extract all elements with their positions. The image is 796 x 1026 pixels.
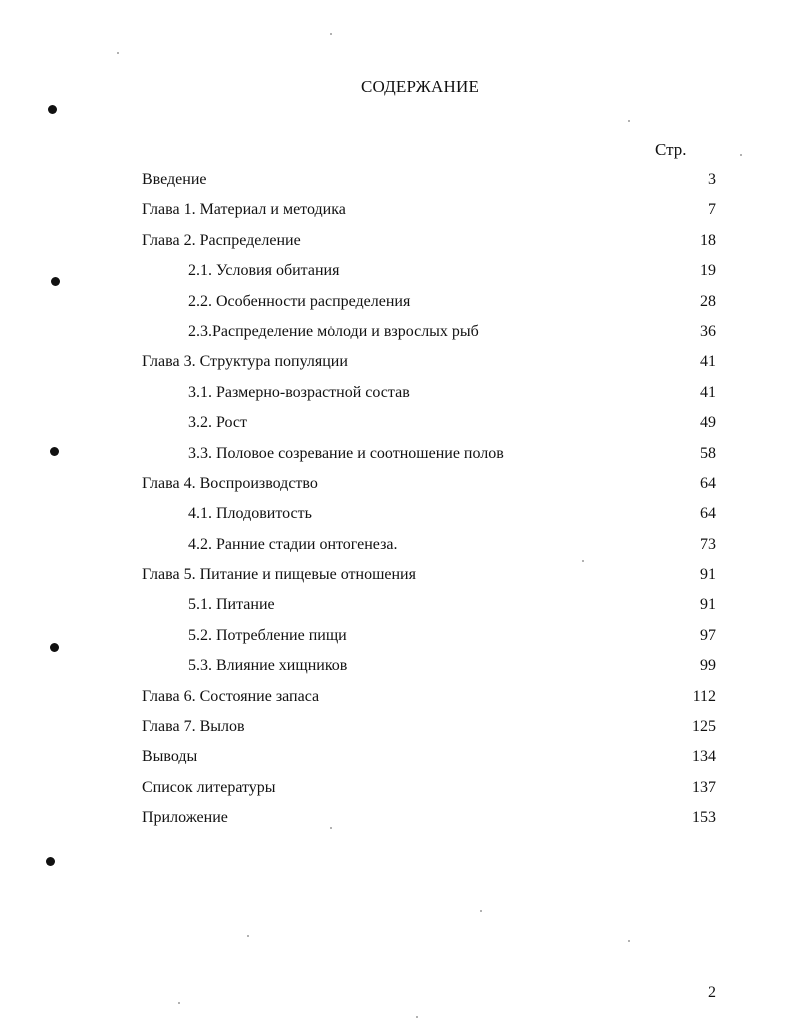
toc-entry-page: 18 <box>700 231 716 249</box>
scan-speck <box>178 1002 180 1004</box>
toc-chapter-entry <box>142 200 716 230</box>
toc-entry-label: 2.3.Распределение молоди и взрослых рыб <box>188 322 479 340</box>
toc-chapter-entry <box>142 747 716 777</box>
toc-entry-page: 64 <box>700 474 716 492</box>
toc-subsection-entry <box>142 504 716 534</box>
toc-entry-page: 64 <box>700 505 716 523</box>
toc-entry-label: 5.2. Потребление пищи <box>188 626 347 644</box>
toc-subsection-entry <box>142 626 716 656</box>
toc-subsection-entry <box>142 656 716 686</box>
toc-entry-page: 73 <box>700 535 716 553</box>
toc-entry-page: 112 <box>692 687 716 705</box>
table-of-contents <box>142 170 716 839</box>
toc-entry-label: Список литературы <box>142 778 276 796</box>
toc-entry-label: 3.1. Размерно-возрастной состав <box>188 383 410 401</box>
toc-entry-label: 2.2. Особенности распределения <box>188 292 411 310</box>
toc-entry-label: Глава 4. Воспроизводство <box>142 474 318 492</box>
toc-chapter-entry <box>142 170 716 200</box>
toc-entry-label: Глава 7. Вылов <box>142 718 245 736</box>
toc-subsection-entry <box>142 535 716 565</box>
toc-entry-label: Введение <box>142 171 207 188</box>
toc-chapter-entry <box>142 808 716 838</box>
toc-subsection-entry <box>142 413 716 443</box>
binding-hole-mark <box>48 105 57 114</box>
scan-speck <box>117 52 119 54</box>
page-column-label: Стр. <box>655 140 687 159</box>
toc-entry-page: 125 <box>692 718 716 736</box>
toc-chapter-entry <box>142 474 716 504</box>
document-title: СОДЕРЖАНИЕ <box>360 77 480 96</box>
toc-subsection-entry <box>142 444 716 474</box>
toc-entry-page: 41 <box>700 353 716 371</box>
toc-subsection-entry <box>142 322 716 352</box>
toc-chapter-entry <box>142 778 716 808</box>
toc-subsection-entry <box>142 292 716 322</box>
toc-entry-page: 99 <box>700 657 716 675</box>
toc-entry-page: 3 <box>708 171 716 188</box>
toc-entry-page: 91 <box>700 596 716 614</box>
toc-entry-page: 153 <box>692 809 716 827</box>
toc-subsection-entry <box>142 383 716 413</box>
toc-entry-label: Приложение <box>142 809 228 827</box>
binding-hole-mark <box>46 857 55 866</box>
scan-speck <box>330 33 332 35</box>
page-number: 2 <box>708 984 716 1001</box>
toc-entry-label: 4.2. Ранние стадии онтогенеза. <box>188 535 398 553</box>
toc-entry-page: 137 <box>692 778 716 796</box>
scan-speck <box>628 120 630 122</box>
toc-chapter-entry <box>142 565 716 595</box>
toc-entry-page: 36 <box>700 322 716 340</box>
binding-hole-mark <box>50 643 59 652</box>
toc-subsection-entry <box>142 595 716 625</box>
toc-entry-label: 5.1. Питание <box>188 596 275 614</box>
toc-chapter-entry <box>142 231 716 261</box>
toc-entry-page: 58 <box>700 444 716 462</box>
scan-speck <box>480 910 482 912</box>
toc-entry-page: 91 <box>700 566 716 584</box>
toc-entry-label: Глава 2. Распределение <box>142 231 301 249</box>
toc-entry-label: Глава 3. Структура популяции <box>142 353 348 371</box>
toc-entry-label: Глава 1. Материал и методика <box>142 201 346 219</box>
toc-entry-label: 4.1. Плодовитость <box>188 505 312 523</box>
toc-chapter-entry <box>142 352 716 382</box>
scan-speck <box>247 935 249 937</box>
binding-hole-mark <box>51 277 60 286</box>
toc-entry-label: 3.3. Половое созревание и соотношение полов <box>188 444 504 462</box>
toc-entry-page: 41 <box>700 383 716 401</box>
toc-entry-label: 5.3. Влияние хищников <box>188 657 348 675</box>
toc-chapter-entry <box>142 687 716 717</box>
scan-speck <box>740 154 742 156</box>
toc-entry-page: 134 <box>692 748 716 766</box>
toc-entry-label: Глава 6. Состояние запаса <box>142 687 320 705</box>
binding-hole-mark <box>50 447 59 456</box>
scan-speck <box>628 940 630 942</box>
toc-entry-page: 97 <box>700 626 716 644</box>
toc-subsection-entry <box>142 261 716 291</box>
toc-entry-label: 3.2. Рост <box>188 414 247 432</box>
toc-entry-page: 28 <box>700 292 716 310</box>
toc-entry-page: 49 <box>700 414 716 432</box>
toc-entry-page: 7 <box>708 201 716 219</box>
toc-chapter-entry <box>142 717 716 747</box>
toc-entry-label: Выводы <box>142 748 198 766</box>
scan-speck <box>416 1016 418 1018</box>
toc-entry-label: 2.1. Условия обитания <box>188 262 340 280</box>
toc-entry-label: Глава 5. Питание и пищевые отношения <box>142 566 416 584</box>
toc-entry-page: 19 <box>700 262 716 280</box>
